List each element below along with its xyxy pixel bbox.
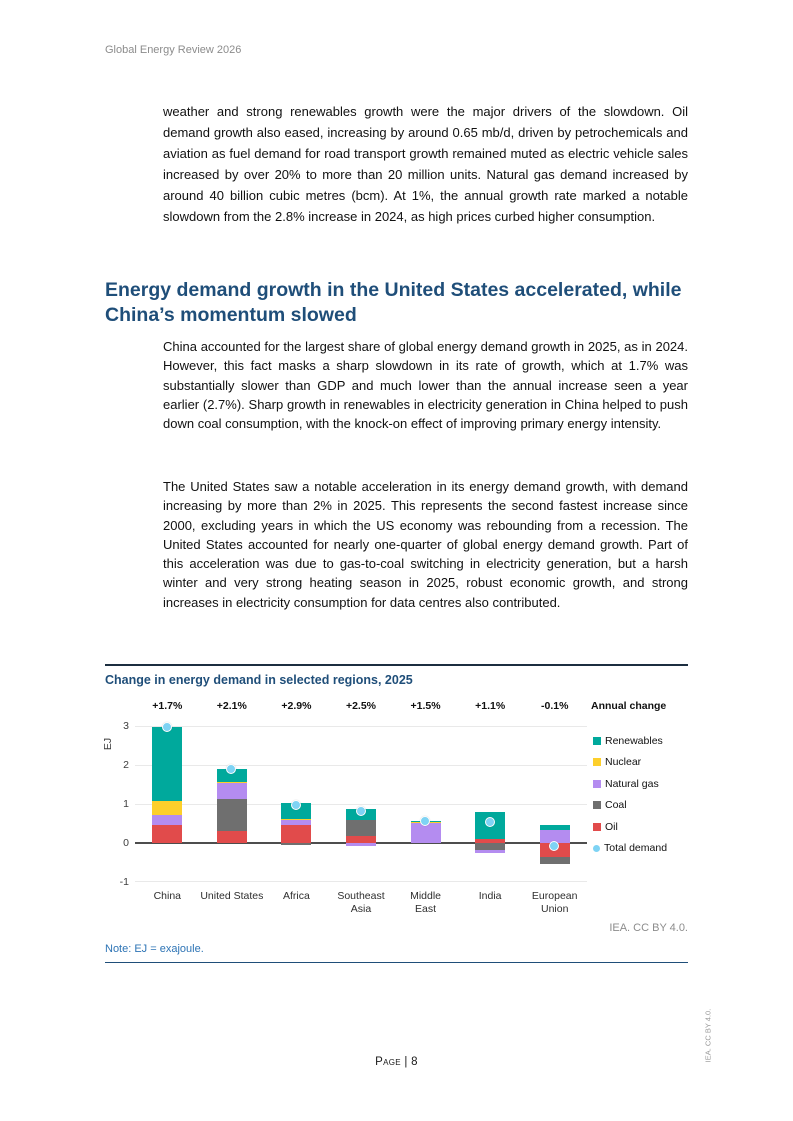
gridline-2 <box>135 765 587 766</box>
category-label: China <box>153 890 181 902</box>
bar-segment-renewables <box>152 727 182 801</box>
figure-top-rule <box>105 664 688 666</box>
legend-item <box>593 816 667 838</box>
legend-label: Nuclear <box>605 756 642 769</box>
legend <box>593 730 667 859</box>
legend-item <box>593 773 667 795</box>
y-tick-label: 1 <box>123 798 129 810</box>
bar-segment-oil <box>281 825 311 843</box>
figure-bottom-rule <box>105 962 688 963</box>
bar-segment-nuclear <box>217 782 247 783</box>
bar-segment-coal <box>346 820 376 837</box>
plot-area <box>135 726 587 882</box>
legend-label: Coal <box>605 799 627 812</box>
y-tick-label: 3 <box>123 720 129 732</box>
bar-segment-coal <box>475 843 505 850</box>
annual-change-value: -0.1% <box>540 700 569 712</box>
gridline--1 <box>135 881 587 882</box>
figure-chart <box>102 664 688 966</box>
bar-segment-natural-gas <box>475 850 505 854</box>
legend-label: Natural gas <box>605 777 659 790</box>
chart-title: Change in energy demand in selected regions, 2025 <box>105 673 413 687</box>
legend-swatch-coal <box>593 801 601 809</box>
legend-item <box>593 838 667 860</box>
legend-swatch-natural-gas <box>593 780 601 788</box>
y-tick-label: 2 <box>123 759 129 771</box>
bar-segment-nuclear <box>281 819 311 820</box>
annual-change-value: +2.5% <box>345 700 377 712</box>
annual-change-value: +2.1% <box>216 700 247 712</box>
total-demand-marker <box>485 817 495 827</box>
section-heading: Energy demand growth in the United States accelerated, while China’s momentum slowed <box>105 279 682 326</box>
bar-segment-coal <box>540 857 570 864</box>
legend-swatch-total-demand <box>593 845 600 852</box>
bar-segment-renewables <box>540 825 570 829</box>
legend-item <box>593 752 667 774</box>
bar-segment-oil <box>152 825 182 843</box>
annual-change-value: +1.5% <box>410 700 441 712</box>
annual-change-value: +1.7% <box>152 700 183 712</box>
annual-change-value: +1.1% <box>475 700 506 712</box>
total-demand-marker <box>291 800 301 810</box>
category-label: European Union <box>531 890 578 915</box>
bar-segment-natural-gas <box>152 815 182 826</box>
chart-license: IEA. CC BY 4.0. <box>609 922 688 934</box>
bar-segment-nuclear <box>152 801 182 815</box>
bar-segment-oil <box>217 831 247 843</box>
page-number: Page | 8 <box>375 1056 418 1068</box>
annual-change-value: +2.9% <box>281 700 312 712</box>
bar-segment-natural-gas <box>217 783 247 800</box>
y-tick-label: -1 <box>119 876 129 888</box>
bar-segment-natural-gas <box>346 843 376 846</box>
paragraph-china: China accounted for the largest share of global energy demand growth in 2025, as in 2024. However, this fact masks a sharp slowdown in its rate of growth, which at 1.7% was substantially slower than GDP and much lower than the annual increase seen a year earlier (2.7%). Sharp growth in renewables in electricity generation in China helped to push down coal consumption, with the knock-on effect of improving primary energy intensity. <box>163 339 688 432</box>
bar-segment-coal <box>217 799 247 831</box>
y-tick-label: 0 <box>123 837 129 849</box>
legend-swatch-nuclear <box>593 758 601 766</box>
legend-swatch-renewables <box>593 737 601 745</box>
bar-segment-oil <box>346 836 376 843</box>
gridline-3 <box>135 726 587 727</box>
category-label: Africa <box>283 890 310 902</box>
category-label: Southeast Asia <box>337 890 385 915</box>
total-demand-marker <box>356 806 366 816</box>
side-license-vertical: IEA. CC BY 4.0. <box>703 1008 713 1063</box>
legend-label: Total demand <box>604 842 668 855</box>
intro-paragraph: weather and strong renewables growth were the major drivers of the slowdown. Oil demand growth also eased, increasing by around 0.65 mb/d, driven by petrochemicals and aviation as fuel demand for road transport growth remained muted as electric vehicle sales increased by over 20% to more than 20 million units. Natural gas demand increased by around 40 billion cubic metres (bcm). At 1%, the annual growth rate marked a notable slowdown from the 2.8% increase in 2024, as high prices curbed higher consumption. <box>163 104 688 224</box>
legend-label: Renewables <box>605 734 663 747</box>
bar-segment-coal <box>281 843 311 845</box>
chart-note: Note: EJ = exajoule. <box>105 943 204 955</box>
category-label: United States <box>200 890 264 902</box>
category-label: India <box>478 890 502 902</box>
legend-item <box>593 730 667 752</box>
total-demand-marker <box>162 722 172 732</box>
legend-swatch-oil <box>593 823 601 831</box>
legend-item <box>593 795 667 817</box>
legend-label: Oil <box>605 820 618 833</box>
bar-segment-natural-gas <box>281 820 311 825</box>
category-label: Middle East <box>410 890 442 915</box>
gridline-1 <box>135 804 587 805</box>
paragraph-united-states: The United States saw a notable acceleration in its energy demand growth, with demand increasing by more than 2% in 2025. This represents the second fastest increase since 2000, excluding years in which the US economy was rebounding from a recession. The United States accounted for nearly one-quarter of global energy demand growth. Part of this acceleration was due to gas-to-coal switching in electricity generation, but a harsh winter and very strong heating season in 2025, robust economic growth, and strong increases in electricity consumption for data centres also contributed. <box>163 479 688 610</box>
y-axis-label: EJ <box>102 737 115 751</box>
annual-change-header: Annual change <box>591 700 667 712</box>
running-header: Global Energy Review 2026 <box>105 44 242 56</box>
